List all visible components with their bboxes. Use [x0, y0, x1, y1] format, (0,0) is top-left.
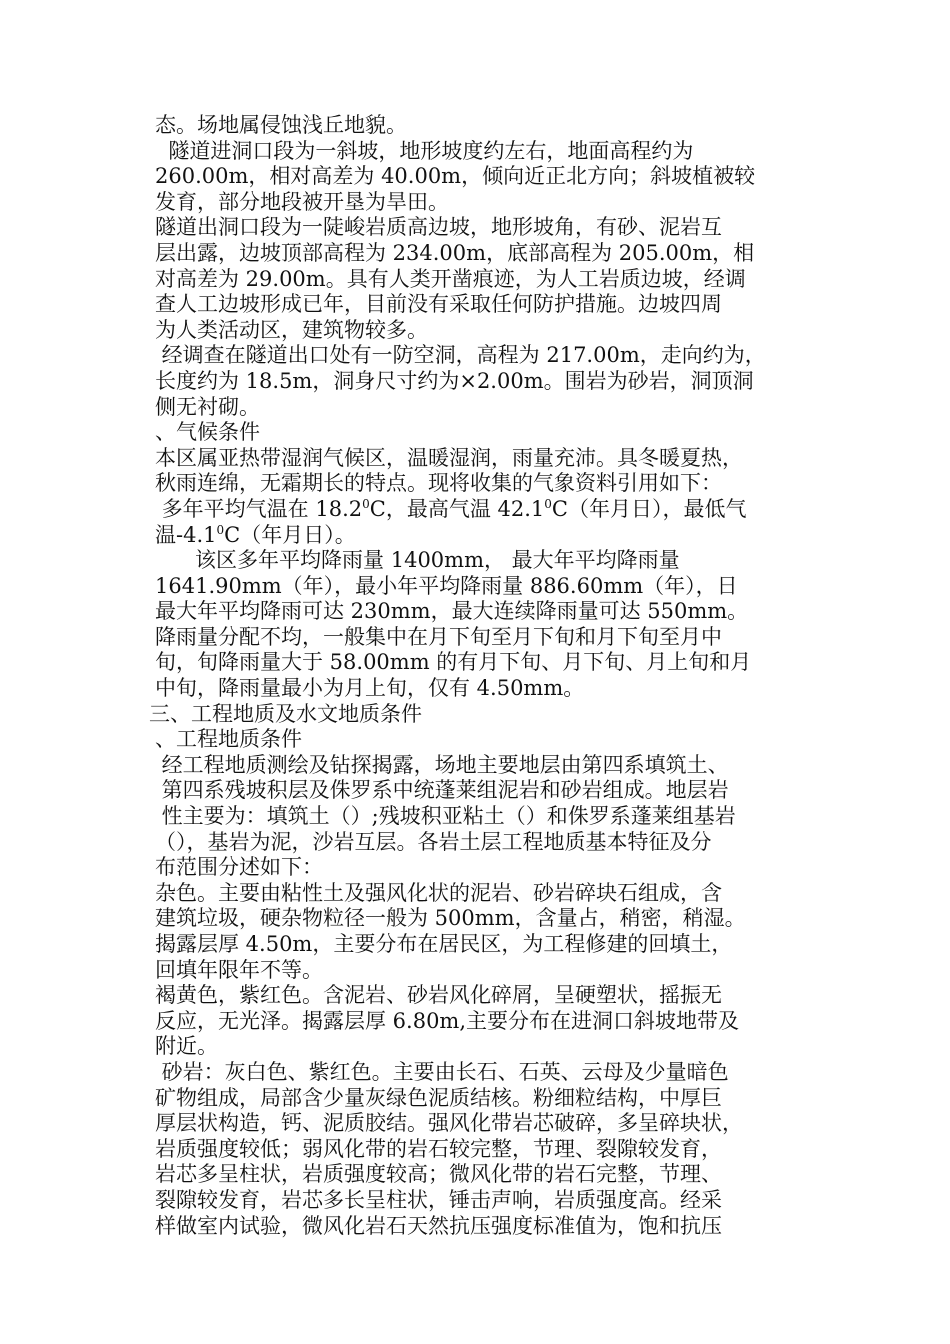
text-line: 性主要为：填筑土（）;残坡积亚粘土（）和侏罗系蓬莱组基岩	[155, 804, 736, 829]
paragraph-landform	[155, 113, 815, 139]
text-line: 260.00m，相对高差为 40.00m，倾向近正北方向；斜坡植被较	[155, 164, 756, 189]
text-line: 揭露层厚 4.50m，主要分布在居民区，为工程修建的回填土，	[155, 932, 733, 956]
paragraph-fill-soil	[155, 881, 815, 983]
text-line: 建筑垃圾，硬杂物粒径一般为 500mm，含量占，稍密，稍湿。	[155, 906, 746, 931]
text-line: 回填年限年不等。	[155, 957, 323, 982]
text-line: 布范围分述如下：	[155, 855, 323, 880]
text-line: 附近。	[155, 1034, 218, 1059]
text-line: 旬，旬降雨量大于 58.00mm 的有月下旬、月下旬、月上旬和月	[155, 650, 752, 675]
section-heading: 、气候条件	[155, 420, 260, 445]
paragraph-sandstone	[155, 1060, 815, 1239]
text-line: 为人类活动区，建筑物较多。	[155, 317, 428, 342]
text-line: 1641.90mm（年），最小年平均降雨量 886.60mm（年），日	[155, 573, 738, 598]
text-line: 矿物组成，局部含少量灰绿色泥质结核。粉细粒结构，中厚巨	[155, 1085, 722, 1110]
section-heading: 三、工程地质及水文地质条件	[149, 701, 422, 726]
text-line: 隧道出洞口段为一陡峻岩质高边坡，地形坡角，有砂、泥岩互	[155, 215, 722, 240]
text-line: 样做室内试验，微风化岩石天然抗压强度标准值为，饱和抗压	[155, 1213, 722, 1238]
text-line: 砂岩：灰白色、紫红色。主要由长石、石英、云母及少量暗色	[155, 1059, 729, 1084]
text-line: 层出露，边坡顶部高程为 234.00m，底部高程为 205.00m，相	[155, 240, 755, 265]
text-line: 长度约为 18.5m，洞身尺寸约为×2.00m。围岩为砂岩，洞顶洞	[155, 368, 754, 393]
text-line: （），基岩为泥，沙岩互层。各岩土层工程地质基本特征及分	[155, 829, 712, 854]
text-line: 经调查在隧道出口处有一防空洞，高程为 217.00m，走向约为，	[155, 343, 766, 368]
text-line: 态。场地属侵蚀浅丘地貌。	[155, 113, 407, 137]
text-line: 中旬，降雨量最小为月上旬，仅有 4.50mm。	[155, 676, 585, 701]
text-segment: C（年月日）。	[224, 522, 356, 547]
body-text	[149, 113, 815, 1239]
text-line: 杂色。主要由粘性土及强风化状的泥岩、砂岩碎块石组成，含	[155, 880, 722, 905]
text-segment: C，最高气温 42.1	[369, 496, 545, 521]
text-line: 裂隙较发育，岩芯多长呈柱状，锤击声响，岩质强度高。经采	[155, 1187, 722, 1212]
heading-climate	[155, 420, 815, 446]
text-line: 反应，无光泽。揭露层厚 6.80m,主要分布在进洞口斜坡地带及	[155, 1008, 740, 1033]
paragraph-tunnel-entrance	[155, 139, 815, 216]
text-line: 最大年平均降雨可达 230mm，最大连续降雨量可达 550mm。	[155, 599, 749, 624]
text-line: 褐黄色，紫红色。含泥岩、砂岩风化碎屑，呈硬塑状，摇振无	[155, 983, 722, 1008]
text-segment: 多年平均气温在 18.2	[155, 496, 363, 521]
text-line: 经工程地质测绘及钻探揭露，场地主要地层由第四系填筑土、	[155, 752, 729, 777]
text-line: 该区多年平均降雨量 1400mm， 最大年平均降雨量	[155, 548, 680, 573]
text-line: 降雨量分配不均，一般集中在月下旬至月下旬和月下旬至月中	[155, 624, 722, 649]
text-line: 岩质强度较低；弱风化带的岩石较完整，节理、裂隙较发育，	[155, 1136, 722, 1161]
text-line: 发育，部分地段被开垦为旱田。	[155, 189, 449, 214]
text-segment: C（年月日），最低气	[551, 496, 747, 521]
paragraph-temperature	[155, 497, 815, 548]
text-line: 本区属亚热带湿润气候区，温暖湿润，雨量充沛。具冬暖夏热，	[155, 445, 743, 470]
paragraph-clay	[155, 983, 815, 1060]
text-line: 隧道进洞口段为一斜坡，地形坡度约左右，地面高程约为	[155, 138, 694, 163]
paragraph-rainfall	[155, 548, 815, 702]
text-line	[155, 497, 815, 523]
paragraph-air-raid-shelter	[155, 343, 815, 420]
paragraph-strata-overview	[155, 753, 815, 881]
text-line: 侧无衬砌。	[155, 394, 260, 419]
superscript: 0	[216, 522, 225, 537]
text-line: 秋雨连绵，无霜期长的特点。现将收集的气象资料引用如下：	[155, 471, 722, 496]
superscript: 0	[544, 496, 552, 511]
heading-geology-hydrology	[149, 702, 815, 728]
paragraph-tunnel-exit	[155, 215, 815, 343]
text-segment: 温-4.1	[155, 522, 217, 547]
text-line	[155, 523, 815, 549]
text-line: 第四系残坡积层及侏罗系中统蓬莱组泥岩和砂岩组成。地层岩	[155, 778, 729, 803]
text-line: 查人工边坡形成已年，目前没有采取任何防护措施。边坡四周	[155, 292, 722, 317]
text-line: 对高差为 29.00m。具有人类开凿痕迹，为人工岩质边坡，经调	[155, 266, 746, 291]
text-line: 厚层状构造，钙、泥质胶结。强风化带岩芯破碎，多呈碎块状，	[155, 1111, 743, 1136]
section-heading: 、工程地质条件	[155, 727, 302, 752]
paragraph-climate-overview	[155, 446, 815, 497]
heading-engineering-geology	[155, 727, 815, 753]
text-line: 岩芯多呈柱状，岩质强度较高；微风化带的岩石完整，节理、	[155, 1162, 722, 1187]
superscript: 0	[362, 496, 370, 511]
